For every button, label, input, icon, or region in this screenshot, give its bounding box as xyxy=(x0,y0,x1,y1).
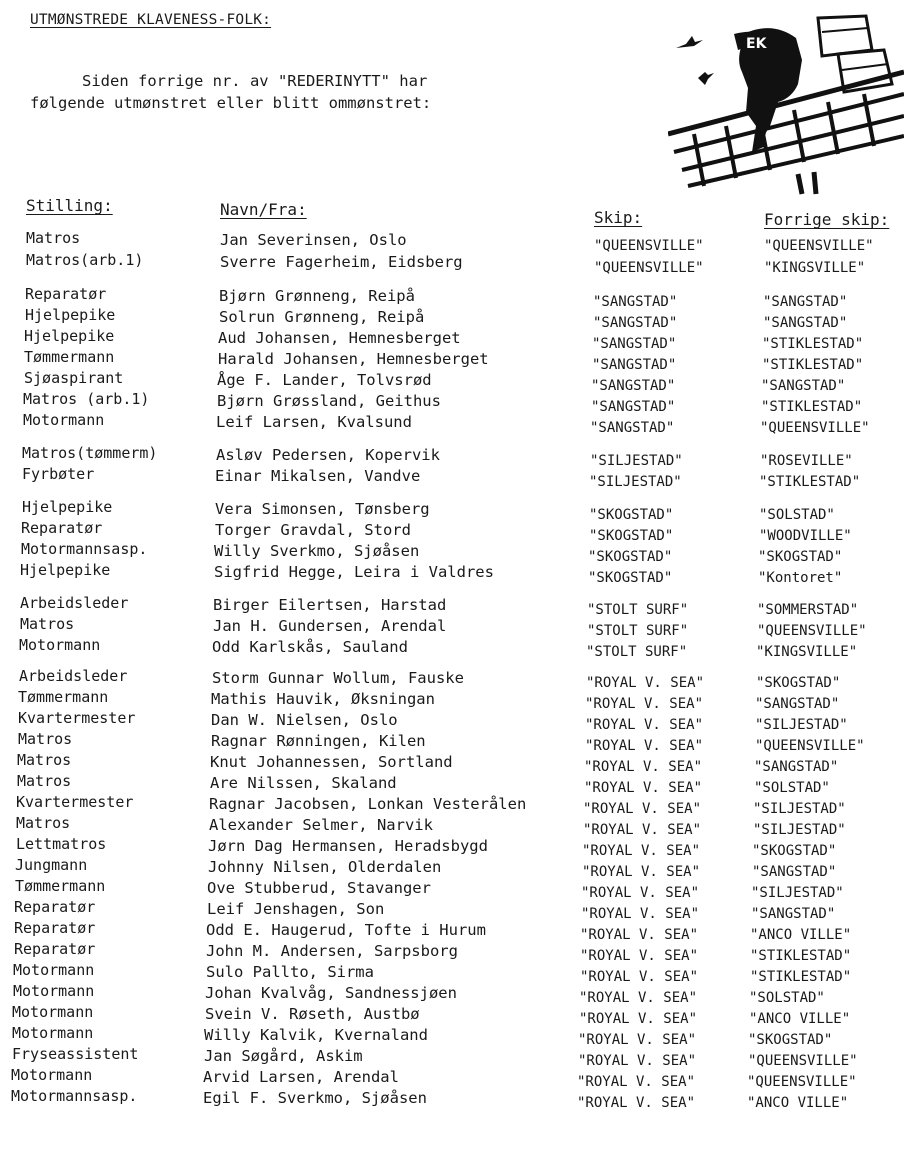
position-cell: Matros xyxy=(17,772,72,790)
ship-cell: "ROYAL V. SEA" xyxy=(579,990,698,1006)
position-cell: Arbeidsleder xyxy=(19,667,128,685)
name-cell: Asløv Pedersen, Kopervik xyxy=(216,446,440,464)
position-cell: Motormann xyxy=(19,636,101,654)
svg-text:EK: EK xyxy=(746,36,767,52)
ship-cell: "SKOGSTAD" xyxy=(589,507,674,523)
previous-ship-cell: "SILJESTAD" xyxy=(755,717,848,733)
previous-ship-cell: "SILJESTAD" xyxy=(753,822,846,838)
previous-ship-cell: "SOLSTAD" xyxy=(754,780,830,796)
name-cell: Solrun Grønneng, Reipå xyxy=(219,308,425,326)
name-cell: Dan W. Nielsen, Oslo xyxy=(211,711,398,729)
list-item xyxy=(0,1044,920,1069)
position-cell: Reparatør xyxy=(25,285,107,303)
previous-ship-cell: "SOLSTAD" xyxy=(749,990,825,1006)
name-cell: Åge F. Lander, Tolvsrød xyxy=(217,371,432,389)
name-cell: Odd Karlskås, Sauland xyxy=(212,638,408,656)
previous-ship-cell: "ANCO VILLE" xyxy=(749,1011,851,1027)
name-cell: Alexander Selmer, Narvik xyxy=(209,816,433,834)
name-cell: Jørn Dag Hermansen, Heradsbygd xyxy=(208,837,488,855)
list-item xyxy=(0,389,920,415)
ship-cell: "ROYAL V. SEA" xyxy=(580,969,699,985)
name-cell: Mathis Hauvik, Øksningan xyxy=(211,690,435,708)
previous-ship-cell: "STIKLESTAD" xyxy=(750,948,852,964)
previous-ship-cell: "WOODVILLE" xyxy=(759,528,852,544)
list-item xyxy=(0,1065,920,1090)
list-item xyxy=(0,729,920,754)
position-cell: Motormann xyxy=(12,1003,94,1021)
name-cell: John M. Andersen, Sarpsborg xyxy=(206,942,458,960)
list-item xyxy=(0,771,920,796)
list-item xyxy=(0,347,920,373)
previous-ship-cell: "SKOGSTAD" xyxy=(756,675,841,691)
name-cell: Ragnar Rønningen, Kilen xyxy=(211,732,426,750)
list-item xyxy=(0,939,920,964)
previous-ship-cell: "SANGSTAD" xyxy=(761,378,846,394)
previous-ship-cell: "QUEENSVILLE" xyxy=(748,1053,858,1069)
previous-ship-cell: "SILJESTAD" xyxy=(751,885,844,901)
previous-ship-cell: "QUEENSVILLE" xyxy=(760,420,870,436)
ship-cell: "ROYAL V. SEA" xyxy=(580,927,699,943)
position-cell: Motormann xyxy=(13,961,95,979)
list-item xyxy=(0,855,920,880)
position-cell: Motormann xyxy=(11,1066,93,1084)
name-cell: Birger Eilertsen, Harstad xyxy=(213,596,447,614)
name-cell: Egil F. Sverkmo, Sjøåsen xyxy=(203,1089,427,1107)
position-cell: Matros(tømmerm) xyxy=(22,444,158,462)
ship-cell: "ROYAL V. SEA" xyxy=(581,885,700,901)
page-title: UTMØNSTREDE KLAVENESS-FOLK: xyxy=(30,12,272,28)
list-item xyxy=(0,464,920,490)
ship-cell: "ROYAL V. SEA" xyxy=(578,1032,697,1048)
ship-deck-sailor-illustration xyxy=(668,14,904,198)
list-item xyxy=(0,1086,920,1111)
ship-cell: "ROYAL V. SEA" xyxy=(582,864,701,880)
previous-ship-cell: "SKOGSTAD" xyxy=(752,843,837,859)
list-item xyxy=(0,960,920,985)
ship-cell: "ROYAL V. SEA" xyxy=(586,675,705,691)
ship-cell: "ROYAL V. SEA" xyxy=(577,1074,696,1090)
name-cell: Odd E. Haugerud, Tofte i Hurum xyxy=(206,921,486,939)
position-cell: Kvartermester xyxy=(18,709,136,727)
position-cell: Fyrbøter xyxy=(22,465,95,483)
list-item xyxy=(0,918,920,943)
ship-cell: "STOLT SURF" xyxy=(587,623,689,639)
list-item xyxy=(0,497,920,523)
previous-ship-cell: "STIKLESTAD" xyxy=(759,474,861,490)
ship-cell: "ROYAL V. SEA" xyxy=(585,717,704,733)
position-cell: Matros (arb.1) xyxy=(23,390,150,408)
name-cell: Jan Søgård, Askim xyxy=(204,1047,363,1065)
name-cell: Svein V. Røseth, Austbø xyxy=(205,1005,420,1023)
position-cell: Motormannsasp. xyxy=(11,1087,138,1105)
list-item xyxy=(0,792,920,817)
previous-ship-cell: "SANGSTAD" xyxy=(751,906,836,922)
ship-cell: "ROYAL V. SEA" xyxy=(581,906,700,922)
ship-cell: "SANGSTAD" xyxy=(590,420,675,436)
position-cell: Hjelpepike xyxy=(20,561,111,579)
list-item xyxy=(0,368,920,394)
previous-ship-cell: "SANGSTAD" xyxy=(755,696,840,712)
ship-cell: "ROYAL V. SEA" xyxy=(577,1095,696,1111)
name-cell: Sulo Pallto, Sirma xyxy=(206,963,374,981)
position-cell: Reparatør xyxy=(14,898,96,916)
ship-cell: "SKOGSTAD" xyxy=(588,549,673,565)
list-item xyxy=(0,981,920,1006)
header-forrige-skip: Forrige skip: xyxy=(764,210,890,229)
name-cell: Jan Severinsen, Oslo xyxy=(220,231,407,249)
position-cell: Reparatør xyxy=(14,919,96,937)
name-cell: Aud Johansen, Hemnesberget xyxy=(218,329,461,347)
list-item xyxy=(0,876,920,901)
list-item xyxy=(0,228,920,254)
ship-cell: "QUEENSVILLE" xyxy=(594,238,704,254)
name-cell: Storm Gunnar Wollum, Fauske xyxy=(212,669,464,687)
previous-ship-cell: "ANCO VILLE" xyxy=(750,927,852,943)
list-item xyxy=(0,1023,920,1048)
intro-line-1: Siden forrige nr. av "REDERINYTT" har xyxy=(82,72,428,90)
ship-cell: "ROYAL V. SEA" xyxy=(580,948,699,964)
list-item xyxy=(0,614,920,639)
ship-cell: "ROYAL V. SEA" xyxy=(584,759,703,775)
previous-ship-cell: "SANGSTAD" xyxy=(763,315,848,331)
ship-cell: "SANGSTAD" xyxy=(593,294,678,310)
previous-ship-cell: "SKOGSTAD" xyxy=(748,1032,833,1048)
ship-cell: "SILJESTAD" xyxy=(590,453,683,469)
name-cell: Torger Gravdal, Stord xyxy=(215,521,411,539)
position-cell: Reparatør xyxy=(14,940,96,958)
previous-ship-cell: "KINGSVILLE" xyxy=(756,644,858,660)
previous-ship-cell: "KINGSVILLE" xyxy=(764,260,866,276)
ship-cell: "ROYAL V. SEA" xyxy=(582,843,701,859)
ship-cell: "SANGSTAD" xyxy=(591,399,676,415)
previous-ship-cell: "STIKLESTAD" xyxy=(762,357,864,373)
position-cell: Matros(arb.1) xyxy=(26,251,144,269)
name-cell: Bjørn Grøssland, Geithus xyxy=(217,392,441,410)
position-cell: Lettmatros xyxy=(16,835,107,853)
name-cell: Jan H. Gundersen, Arendal xyxy=(213,617,447,635)
list-item xyxy=(0,687,920,712)
position-cell: Tømmermann xyxy=(18,688,109,706)
position-cell: Sjøaspirant xyxy=(24,369,124,387)
ship-cell: "SANGSTAD" xyxy=(593,315,678,331)
position-cell: Matros xyxy=(18,730,73,748)
position-cell: Jungmann xyxy=(15,856,88,874)
list-item xyxy=(0,750,920,775)
list-item xyxy=(0,410,920,436)
previous-ship-cell: "ANCO VILLE" xyxy=(747,1095,849,1111)
intro-line-2: følgende utmønstret eller blitt ommønstret: xyxy=(30,94,432,112)
list-item xyxy=(0,635,920,660)
name-cell: Einar Mikalsen, Vandve xyxy=(215,467,421,485)
list-item xyxy=(0,284,920,310)
position-cell: Hjelpepike xyxy=(25,306,116,324)
previous-ship-cell: "QUEENSVILLE" xyxy=(755,738,865,754)
position-cell: Matros xyxy=(26,229,81,247)
ship-cell: "SANGSTAD" xyxy=(592,336,677,352)
previous-ship-cell: "SKOGSTAD" xyxy=(758,549,843,565)
ship-cell: "SKOGSTAD" xyxy=(589,528,674,544)
position-cell: Motormann xyxy=(23,411,105,429)
ship-cell: "ROYAL V. SEA" xyxy=(585,696,704,712)
ship-cell: "ROYAL V. SEA" xyxy=(579,1011,698,1027)
ship-cell: "ROYAL V. SEA" xyxy=(583,822,702,838)
name-cell: Arvid Larsen, Arendal xyxy=(203,1068,399,1086)
list-item xyxy=(0,1002,920,1027)
list-item xyxy=(0,539,920,565)
previous-ship-cell: "QUEENSVILLE" xyxy=(747,1074,857,1090)
ship-cell: "ROYAL V. SEA" xyxy=(578,1053,697,1069)
name-cell: Leif Larsen, Kvalsund xyxy=(216,413,412,431)
previous-ship-cell: "STIKLESTAD" xyxy=(762,336,864,352)
position-cell: Tømmermann xyxy=(24,348,115,366)
previous-ship-cell: "ROSEVILLE" xyxy=(760,453,853,469)
header-stilling: Stilling: xyxy=(26,196,113,215)
name-cell: Harald Johansen, Hemnesberget xyxy=(218,350,489,368)
name-cell: Sverre Fagerheim, Eidsberg xyxy=(220,253,463,271)
ship-cell: "SILJESTAD" xyxy=(589,474,682,490)
previous-ship-cell: "QUEENSVILLE" xyxy=(757,623,867,639)
ship-cell: "ROYAL V. SEA" xyxy=(585,738,704,754)
previous-ship-cell: "SILJESTAD" xyxy=(753,801,846,817)
name-cell: Vera Simonsen, Tønsberg xyxy=(215,500,430,518)
name-cell: Johnny Nilsen, Olderdalen xyxy=(208,858,442,876)
header-skip: Skip: xyxy=(594,208,643,227)
list-item xyxy=(0,250,920,276)
name-cell: Bjørn Grønneng, Reipå xyxy=(219,287,415,305)
list-item xyxy=(0,326,920,352)
position-cell: Matros xyxy=(20,615,75,633)
list-item xyxy=(0,897,920,922)
previous-ship-cell: "SOLSTAD" xyxy=(759,507,835,523)
list-item xyxy=(0,593,920,618)
previous-ship-cell: "SANGSTAD" xyxy=(754,759,839,775)
ship-cell: "SANGSTAD" xyxy=(591,378,676,394)
name-cell: Willy Kalvik, Kvernaland xyxy=(204,1026,428,1044)
ship-cell: "SKOGSTAD" xyxy=(588,570,673,586)
list-item xyxy=(0,708,920,733)
list-item xyxy=(0,443,920,469)
list-item xyxy=(0,305,920,331)
ship-cell: "QUEENSVILLE" xyxy=(594,260,704,276)
position-cell: Kvartermester xyxy=(16,793,134,811)
position-cell: Fryseassistent xyxy=(12,1045,139,1063)
header-navn: Navn/Fra: xyxy=(220,200,307,219)
list-item xyxy=(0,813,920,838)
position-cell: Matros xyxy=(17,751,72,769)
previous-ship-cell: "QUEENSVILLE" xyxy=(764,238,874,254)
name-cell: Johan Kvalvåg, Sandnessjøen xyxy=(205,984,457,1002)
position-cell: Tømmermann xyxy=(15,877,106,895)
ship-cell: "ROYAL V. SEA" xyxy=(583,801,702,817)
ship-cell: "STOLT SURF" xyxy=(587,602,689,618)
list-item xyxy=(0,518,920,544)
name-cell: Ove Stubberud, Stavanger xyxy=(207,879,431,897)
intro-paragraph xyxy=(30,70,550,114)
position-cell: Matros xyxy=(16,814,71,832)
previous-ship-cell: "Kontoret" xyxy=(758,570,843,586)
name-cell: Leif Jenshagen, Son xyxy=(207,900,385,918)
list-item xyxy=(0,666,920,691)
position-cell: Arbeidsleder xyxy=(20,594,129,612)
ship-cell: "SANGSTAD" xyxy=(592,357,677,373)
ship-cell: "ROYAL V. SEA" xyxy=(584,780,703,796)
list-item xyxy=(0,560,920,586)
previous-ship-cell: "SANGSTAD" xyxy=(763,294,848,310)
name-cell: Ragnar Jacobsen, Lonkan Vesterålen xyxy=(209,795,527,813)
previous-ship-cell: "STIKLESTAD" xyxy=(761,399,863,415)
position-cell: Hjelpepike xyxy=(24,327,115,345)
list-item xyxy=(0,834,920,859)
name-cell: Sigfrid Hegge, Leira i Valdres xyxy=(214,563,494,581)
name-cell: Knut Johannessen, Sortland xyxy=(210,753,453,771)
name-cell: Willy Sverkmo, Sjøåsen xyxy=(214,542,420,560)
previous-ship-cell: "SANGSTAD" xyxy=(752,864,837,880)
name-cell: Are Nilssen, Skaland xyxy=(210,774,397,792)
position-cell: Motormann xyxy=(12,1024,94,1042)
position-cell: Motormann xyxy=(13,982,95,1000)
position-cell: Hjelpepike xyxy=(22,498,113,516)
ship-cell: "STOLT SURF" xyxy=(586,644,688,660)
previous-ship-cell: "STIKLESTAD" xyxy=(750,969,852,985)
position-cell: Motormannsasp. xyxy=(21,540,148,558)
position-cell: Reparatør xyxy=(21,519,103,537)
previous-ship-cell: "SOMMERSTAD" xyxy=(757,602,859,618)
